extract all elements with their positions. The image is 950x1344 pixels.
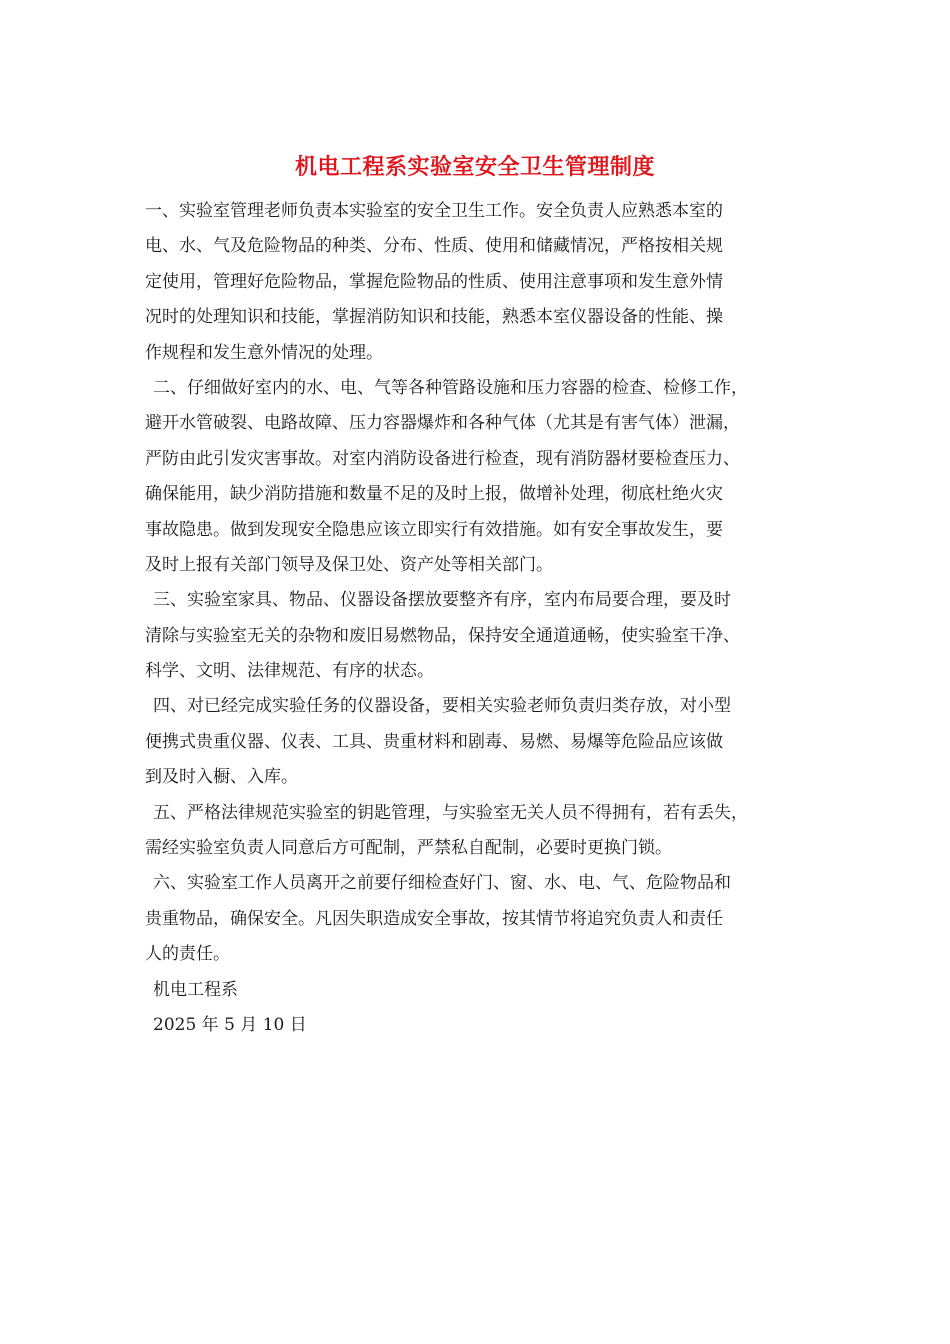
paragraph-line: 二、仔细做好室内的水、电、气等各种管路设施和压力容器的检查、检修工作， — [153, 377, 748, 398]
signature-date: 2025 年 5 月 10 日 — [153, 1014, 307, 1035]
paragraph-line: 便携式贵重仪器、仪表、工具、贵重材料和剧毒、易燃、易爆等危险品应该做 — [145, 731, 723, 752]
paragraph-line: 五、严格法律规范实验室的钥匙管理，与实验室无关人员不得拥有，若有丢失， — [153, 802, 748, 823]
paragraph-6 — [145, 866, 825, 972]
paragraph-line: 贵重物品，确保安全。凡因失职造成安全事故，按其情节将追究负责人和责任 — [145, 908, 723, 929]
paragraph-line: 人的责任。 — [145, 944, 230, 965]
paragraph-1 — [145, 194, 825, 371]
paragraph-line: 一、实验室管理老师负责本实验室的安全卫生工作。安全负责人应熟悉本室的 — [145, 201, 723, 221]
paragraph-line: 到及时入橱、入库。 — [145, 767, 298, 788]
paragraph-line: 况时的处理知识和技能，掌握消防知识和技能，熟悉本室仪器设备的性能、操 — [145, 307, 723, 328]
paragraph-line: 科学、文明、法律规范、有序的状态。 — [145, 661, 434, 682]
paragraph-4 — [145, 689, 825, 795]
paragraph-line: 六、实验室工作人员离开之前要仔细检查好门、窗、水、电、气、危险物品和 — [153, 873, 731, 894]
paragraph-3 — [145, 583, 825, 689]
paragraph-line: 清除与实验室无关的杂物和废旧易燃物品，保持安全通道通畅，使实验室干净、 — [145, 625, 740, 646]
signature-department: 机电工程系 — [153, 979, 238, 1000]
paragraph-line: 四、对已经完成实验任务的仪器设备，要相关实验老师负责归类存放，对小型 — [153, 696, 731, 717]
document-body — [145, 194, 825, 1043]
paragraph-line: 确保能用，缺少消防措施和数量不足的及时上报，做增补处理，彻底杜绝火灾 — [145, 484, 723, 505]
paragraph-2 — [145, 371, 825, 583]
paragraph-5 — [145, 796, 825, 867]
paragraph-line: 严防由此引发灾害事故。对室内消防设备进行检查，现有消防器材要检查压力、 — [145, 448, 740, 469]
paragraph-line: 作规程和发生意外情况的处理。 — [145, 342, 383, 363]
paragraph-line: 三、实验室家具、物品、仪器设备摆放要整齐有序，室内布局要合理，要及时 — [153, 590, 731, 611]
paragraph-line: 事故隐患。做到发现安全隐患应该立即实行有效措施。如有安全事故发生，要 — [145, 519, 723, 540]
paragraph-line: 电、水、气及危险物品的种类、分布、性质、使用和储藏情况，严格按相关规 — [145, 236, 723, 257]
paragraph-line: 需经实验室负责人同意后方可配制，严禁私自配制，必要时更换门锁。 — [145, 838, 672, 859]
document-title: 机电工程系实验室安全卫生管理制度 — [294, 154, 655, 180]
paragraph-line: 及时上报有关部门领导及保卫处、资产处等相关部门。 — [145, 554, 553, 575]
paragraph-line: 避开水管破裂、电路故障、压力容器爆炸和各种气体（尤其是有害气体）泄漏， — [145, 413, 740, 434]
paragraph-line: 定使用，管理好危险物品，掌握危险物品的性质、使用注意事项和发生意外情 — [145, 271, 723, 292]
signature-block — [145, 973, 825, 1044]
